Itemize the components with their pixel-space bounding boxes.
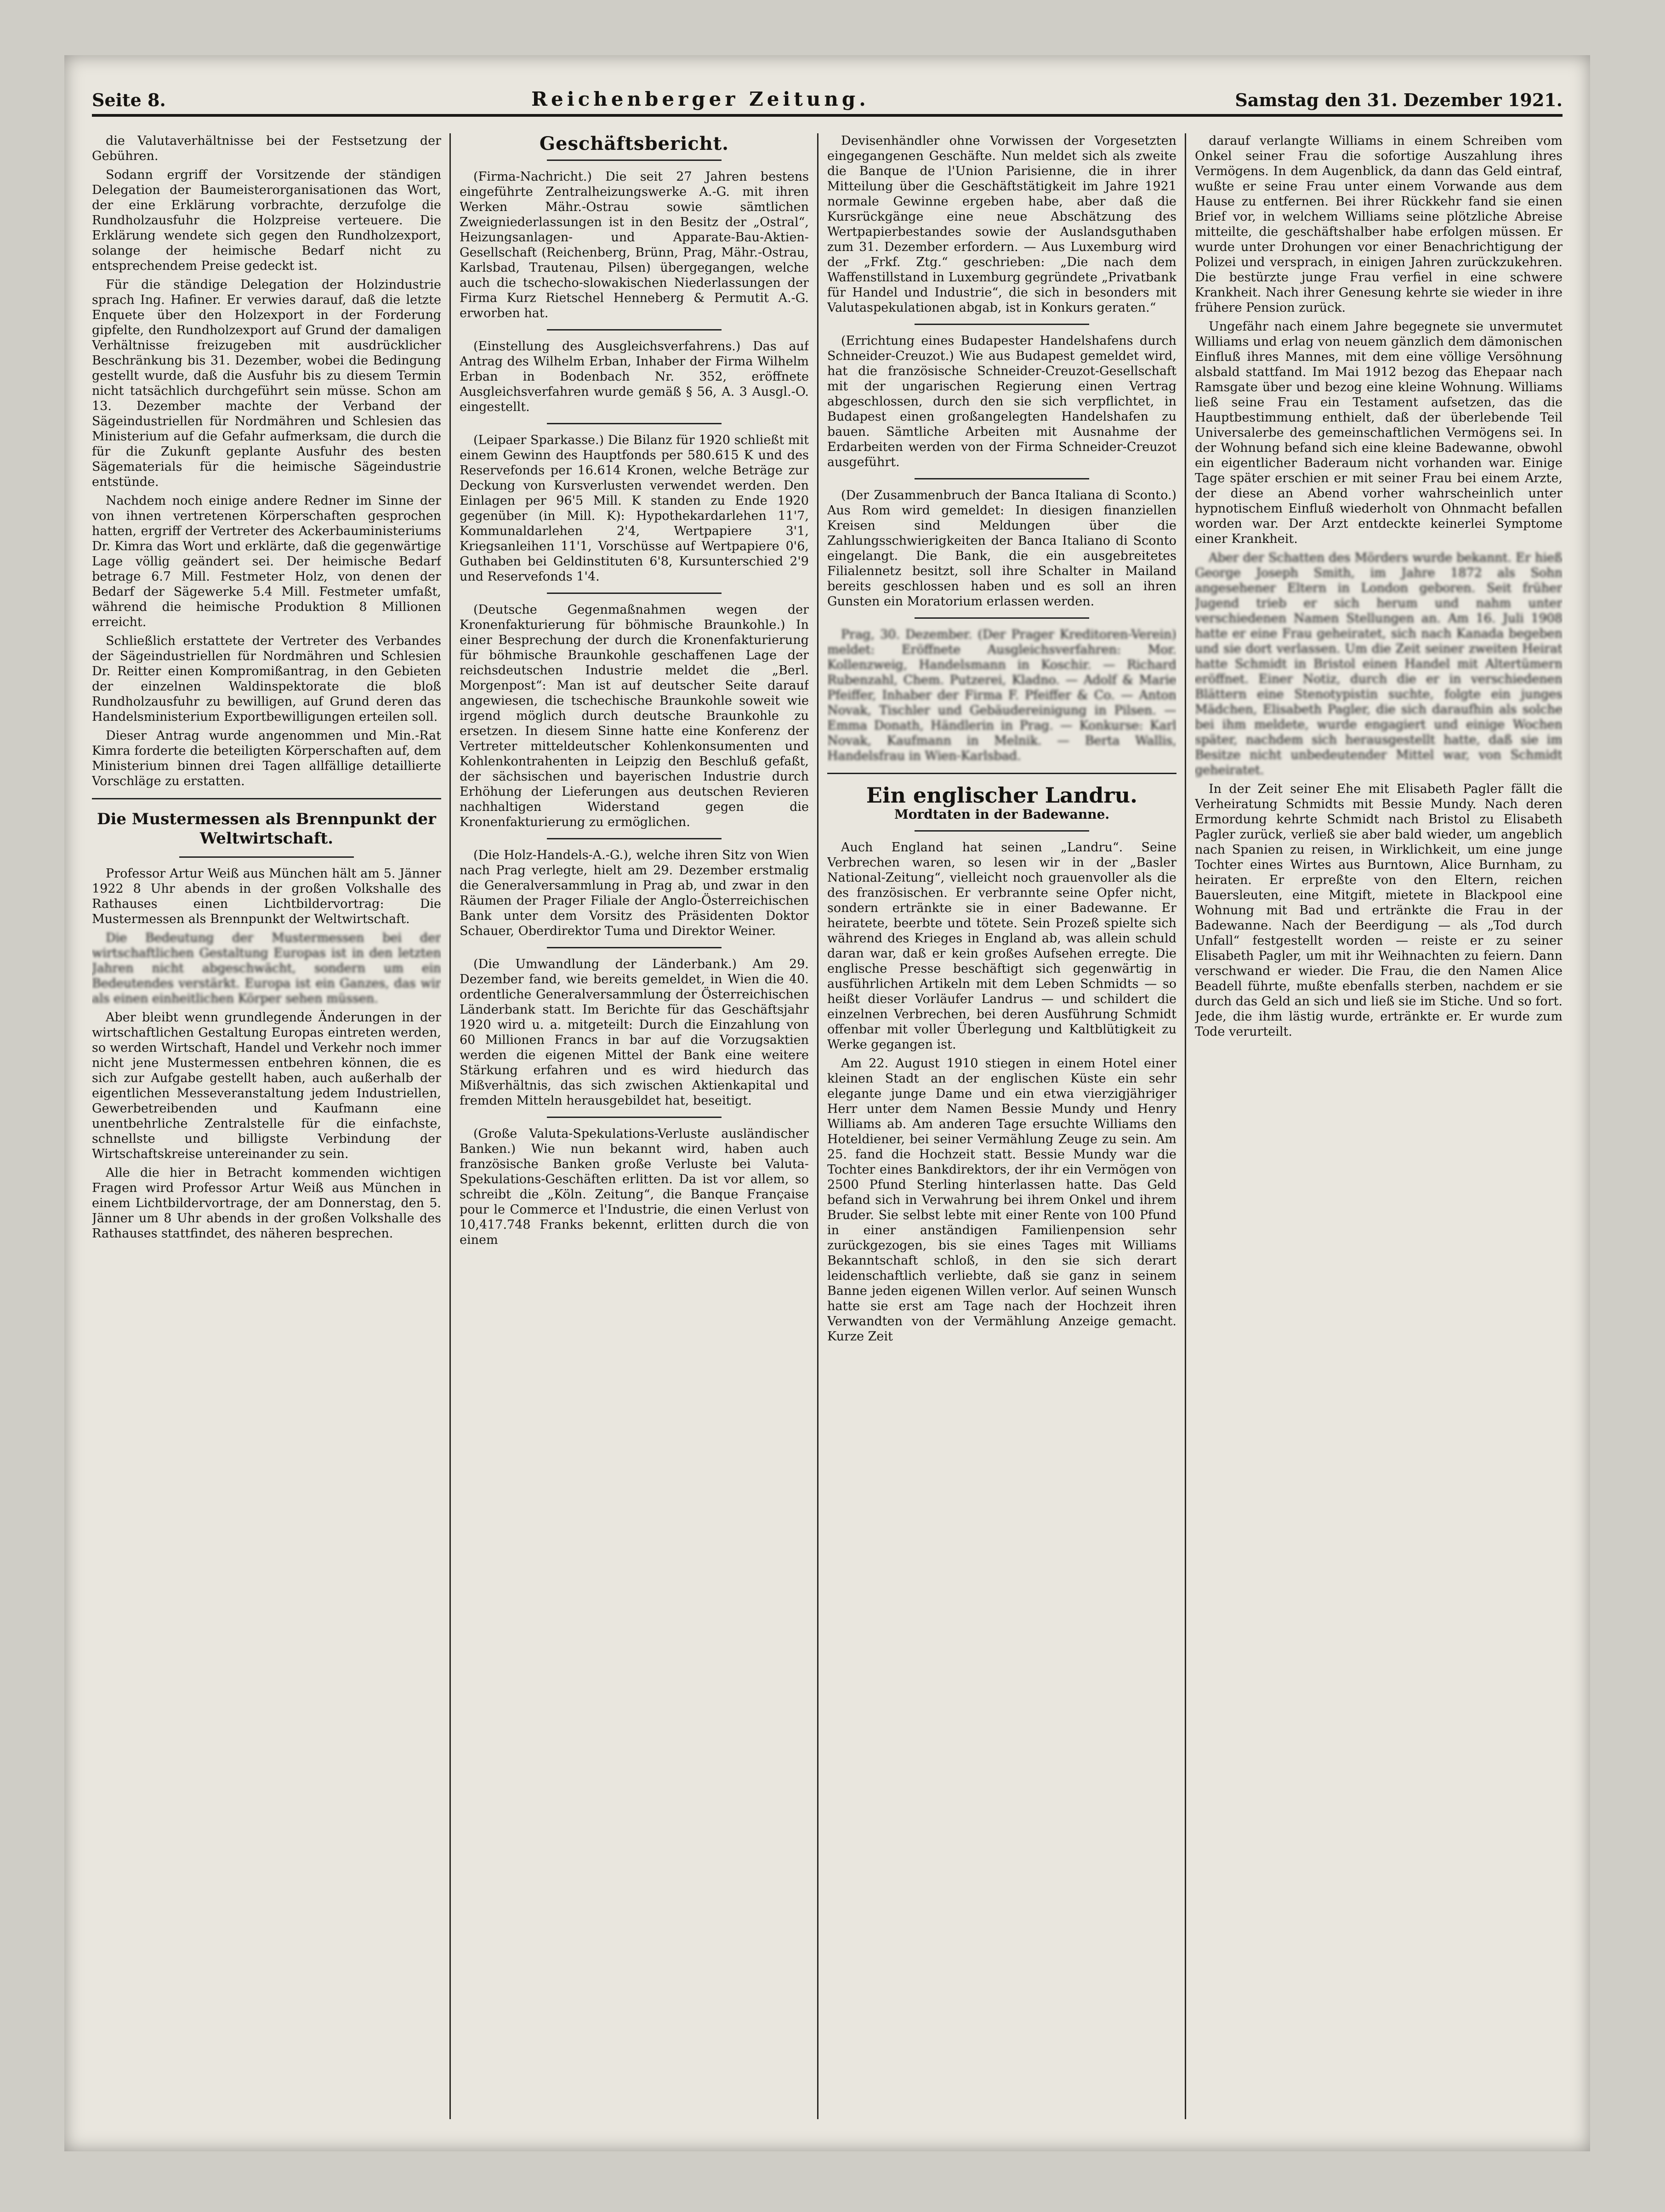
item-rule <box>915 617 1089 619</box>
masthead <box>92 78 1563 110</box>
column-divider <box>817 133 818 2119</box>
news-item: (Einstellung des Ausgleichsverfahrens.) Das auf Antrag des Wilhelm Erban, Inhaber der Firma Wilhelm Erban in Bodenbach Nr. 352, eröffnete Ausgleichsverfahren wurde gemäß § 56, A. 3 Ausgl.-O. eingestellt. <box>460 339 809 414</box>
news-item: Devisenhändler ohne Vorwissen der Vorgesetzten eingegangenen Geschäfte. Nun meldet sich als zweite die Banque de l'Union Parisienne, die in ihrer Mitteilung über die Geschäftstätigkeit im Jahre 1921 normale Gewinne ergeben habe, aber daß die Kursrückgänge eine neue Abschätzung des Wertpapierbestandes sowie der Auslandsguthaben zum 31. Dezember erfordern. — Aus Luxemburg wird der „Frkf. Ztg.“ geschrieben: „Die nach dem Waffenstillstand in Luxemburg gegründete „Privatbank für Handel und Industrie“, die sich in besonders mit Valutaspekulationen abgab, ist in Konkurs geraten.“ <box>827 134 1176 315</box>
newspaper-page <box>64 55 1590 2151</box>
article-paragraph: Professor Artur Weiß aus München hält am 5. Jänner 1922 8 Uhr abends in der großen Volkshalle des Rathauses einen Lichtbildervortrag: Die Mustermessen als Brennpunkt der Weltwirtschaft. <box>92 867 441 926</box>
news-item: (Der Zusammenbruch der Banca Italiana di Sconto.) Aus Rom wird gemeldet: In diesigen finanziellen Kreisen sind Meldungen über die Zahlungsschwierigkeiten der Banca Italiano di Sconto eingelangt. Die Bank, die ein ausgebreitetes Filialennetz besitzt, soll ihre Schalter in Mailand bereits geschlossen haben und es soll an ihren Gunsten ein Moratorium erlassen werden. <box>827 488 1176 609</box>
article-paragraph: darauf verlangte Williams in einem Schreiben vom Onkel seiner Frau die sofortige Auszahlung ihres Vermögens. In dem Augenblick, da dann das Geld eintraf, wußte er seine Frau unter einem Vorwande aus dem Hause zu entfernen. Bei ihrer Rückkehr fand sie einen Brief vor, in welchem Williams seine plötzliche Abreise mitteilte, die geschäftshalber habe erfolgen müssen. Er wurde unter Drohungen vor einer Benachrichtigung der Polizei und versprach, in einigen Jahren zurückzukehren. Die bestürzte junge Frau verfiel in eine schwere Krankheit. Nach ihrer Genesung kehrte sie wieder in ihre frühere Pension zurück. <box>1195 134 1563 315</box>
column-3 <box>827 133 1176 2119</box>
article-paragraph: Am 22. August 1910 stiegen in einem Hotel einer kleinen Stadt an der englischen Küste ein sehr elegante junge Dame und ein etwa vierzigjähriger Herr unter dem Namen Bessie Mundy und Henry Williams ab. Am anderen Tage ersuchte Williams den Hoteldiener, bei seiner Vermählung Zeuge zu sein. Am 25. fand die Hochzeit statt. Bessie Mundy war die Tochter eines Bankdirektors, der ihr ein Vermögen von 2500 Pfund Sterling hinterlassen hatte. Das Geld befand sich in Verwahrung bei ihrem Onkel und ihrem Bruder. Sie selbst lebte mit einer Rente von 100 Pfund in einer anständigen Familienpension sehr zurückgezogen, bis sie eines Tages mit Williams Bekanntschaft schloß, in den sie sich derart leidenschaftlich verliebte, daß sie ganz in seinem Banne jeden eigenen Willen verlor. Auf seinen Wunsch hatte sie erst am Tage nach der Hochzeit ihren Verwandten von der Vermählung Anzeige gemacht. Kurze Zeit <box>827 1056 1176 1344</box>
column-divider <box>449 133 451 2119</box>
item-rule <box>547 838 722 839</box>
column-divider <box>1185 133 1186 2119</box>
article-paragraph: Dieser Antrag wurde angenommen und Min.-Rat Kimra forderte die beteiligten Körperschaften auf, dem Ministerium binnen drei Tagen allfällige detaillierte Vorschläge zu erstatten. <box>92 729 441 788</box>
article-subheadline: Mordtaten in der Badewanne. <box>894 807 1110 822</box>
item-rule <box>547 423 722 424</box>
article-paragraph: Alle die hier in Betracht kommenden wichtigen Fragen wird Professor Artur Weiß aus München in einem Lichtbildervortrage, der am Donnerstag, den 5. Jänner um 8 Uhr abends in der großen Volkshalle des Rathauses stattfindet, des näheren besprechen. <box>92 1166 441 1241</box>
newspaper-title: Reichenberger Zeitung. <box>531 88 869 110</box>
issue-date: Samstag den 31. Dezember 1921. <box>1235 90 1563 110</box>
article-paragraph: In der Zeit seiner Ehe mit Elisabeth Pagler fällt die Verheiratung Schmidts mit Bessie Mundy. Nach deren Ermordung kehrte Schmidt nach Bristol zu Elisabeth Pagler zurück, verließ sie aber bald wieder, um angeblich nach Spanien zu reisen, in Wirklichkeit, um eine junge Tochter eines Wirtes aus Burntown, Alice Burnham, zu heiraten. Er erpreßte von den Eltern, reichen Bauersleuten, eine Mitgift, mietete in Blackpool eine Wohnung mit Bad und ertränkte die Frau in der Badewanne. Nach der Beerdigung — als „Tod durch Unfall“ festgestellt worden — reiste er zu seiner Elisabeth Pagler, um mit ihr Weihnachten zu feiern. Dann verschwand er wieder. Die Frau, die den Namen Alice Beadell führte, mußte ebenfalls sterben, nachdem er sie durch das Geld an sich und ließ sie im Stiche. Und so fort. Jede, die ihm lästig wurde, ertränkte er. Er wurde zum Tode verurteilt. <box>1195 782 1563 1039</box>
column-2 <box>460 133 809 2119</box>
page-number: Seite 8. <box>92 90 166 110</box>
news-item: (Die Holz-Handels-A.-G.), welche ihren Sitz von Wien nach Prag verlegte, hielt am 29. Dezember erstmalig die Generalversammlung in Prag ab, und zwar in den Räumen der Prager Filiale der Anglo-Österreichischen Bank unter dem Vorsitz des Präsidenten Doktor Schauer, Oberdirektor Tuma und Direktor Weiner. <box>460 848 809 938</box>
item-rule <box>915 478 1089 479</box>
article-paragraph: Sodann ergriff der Vorsitzende der ständigen Delegation der Baumeisterorganisationen das Wort, der eine Erklärung vorbrachte, derzufolge die Rundholzausfuhr die Holzpreise verteuere. Die Erklärung wendete sich gegen den Rundholzexport, solange der heimische Bedarf nicht zu entsprechendem Preise gedeckt ist. <box>92 168 441 273</box>
masthead-rule <box>92 114 1563 117</box>
news-item: (Große Valuta-Spekulations-Verluste ausländischer Banken.) Wie nun bekannt wird, haben auch französische Banken große Verluste bei Valuta-Spekulations-Geschäften erlitten. Da ist vor allem, so schreibt die „Köln. Zeitung“, die Banque Française pour le Commerce et l'Industrie, die einen Verlust von 10,417.748 Franks bekennt, erlitten durch die von einem <box>460 1127 809 1247</box>
news-item: (Errichtung eines Budapester Handelshafens durch Schneider-Creuzot.) Wie aus Budapest gemeldet wird, hat die französische Schneider-Creuzot-Gesellschaft mit der ungarischen Regierung einen Vertrag abgeschlossen, durch den sie sich verpflichtet, in Budapest einen großangelegten Handelshafen zu bauen. Sämtliche Arbeiten mit Ausnahme der Erdarbeiten werden von der Firma Schneider-Creuzot ausgeführt. <box>827 334 1176 469</box>
article-paragraph: Nachdem noch einige andere Redner im Sinne der von ihnen vertretenen Körperschaften gesprochen hatten, ergriff der Vertreter des Ackerbauministeriums Dr. Kimra das Wort und erklärte, daß die gegenwärtige Lage völlig geändert sei. Der heimische Bedarf betrage 6.7 Mill. Festmeter Holz, von denen der Bedarf der Sägewerke 5.4 Mill. Festmeter umfaßt, während die heimische Produktion 8 Millionen erreicht. <box>92 494 441 629</box>
news-item: (Deutsche Gegenmaßnahmen wegen der Kronenfakturierung für böhmische Braunkohle.) In einer Besprechung der durch die Kronenfakturierung für böhmische Braunkohle geschaffenen Lage der reichsdeutschen Industrie meldet die „Berl. Morgenpost“: Man ist auf deutscher Seite darauf angewiesen, die tschechische Braunkohle soweit wie irgend möglich durch deutsche Braunkohle zu ersetzen. In diesem Sinne hatte eine Konferenz der Vertreter mitteldeutscher Kohlenkonsumenten und Kohlenkontrahenten in Leipzig den Beschluß gefaßt, der sächsischen und bayerischen Industrie durch Erhöhung der Lieferungen aus deutschen Revieren nachhaltigen Widerstand gegen die Kronenfakturierung zu ermöglichen. <box>460 603 809 829</box>
article-headline: Die Mustermessen als Brennpunkt der Weltwirtschaft. <box>97 810 436 848</box>
headline-rule <box>179 856 354 858</box>
news-item: (Firma-Nachricht.) Die seit 27 Jahren bestens eingeführte Zentralheizungswerke A.-G. mit ihren Werken Mähr.-Ostrau sowie sämtlichen Zweigniederlassungen ist in den Besitz der „Ostral“, Heizungsanlagen- und Apparate-Bau-Aktien-Gesellschaft (Reichenberg, Brünn, Prag, Mähr.-Ostrau, Karlsbad, Trautenau, Pilsen) übergegangen, welche auch die tschecho-slowakischen Niederlassungen der Firma Kurz Rietschel Henneberg & Permutit A.-G. erworben hat. <box>460 170 809 320</box>
article-paragraph: Aber bleibt wenn grundlegende Änderungen in der wirtschaftlichen Gestaltung Europas eintreten werden, so werden Wirtschaft, Handel und Verkehr noch immer nicht jene Mustermessen entbehren können, die es sich zur Aufgabe gestellt haben, auch außerhalb der eigentlichen Messeveranstaltung jedem Industriellen, Gewerbetreibenden und Kaufmann eine unentbehrliche Zentralstelle für die einfachste, schnellste und billigste Verbindung der Wirtschaftskreise untereinander zu sein. <box>92 1010 441 1161</box>
article-paragraph: Aber der Schatten des Mörders wurde bekannt. Er hieß George Joseph Smith, im Jahre 1872 als Sohn angesehener Eltern in London geboren. Seit früher Jugend trieb er sich herum und nahm unter verschiedenen Namen Stellungen an. Am 16. Juli 1908 hatte er eine Frau geheiratet, sich nach Kanada begeben und sie dort verlassen. Um die Zeit seiner zweiten Heirat hatte Schmidt in Bristol einen Handel mit Altertümern eröffnet. Einer Notiz, durch die er in verschiedenen Blättern eine Stenotypistin suchte, folgte ein junges Mädchen, Elisabeth Pagler, die sich daraufhin als solche bei ihm meldete, wurde engagiert und einige Wochen später, nachdem sich herausgestellt hatte, daß sie im Besitze nicht unbedeutender Mittel war, von Schmidt geheiratet. <box>1195 551 1563 777</box>
section-rule <box>547 160 722 161</box>
article-paragraph: Für die ständige Delegation der Holzindustrie sprach Ing. Hafiner. Er verwies darauf, daß die letzte Enquete über den Holzexport in der Forderung gipfelte, den Rundholzexport auf Grund der damaligen Verhältnisse freizugeben mit ausdrücklicher Beschränkung bis 31. Dezember, wobei die Bedingung gestellt wurde, daß die Ausfuhr bis zu diesem Termin nicht tatsächlich durchgeführt sein müsse. Schon am 13. Dezember machte der Verband der Sägeindustriellen für Nordmähren und Schlesien das Ministerium auf die Gefahr aufmerksam, die durch die für die Zukunft geplante Ausfuhr des besten Sägematerials für die heimische Sägeindustrie entstünde. <box>92 278 441 489</box>
section-divider <box>827 773 1176 774</box>
news-item: Prag, 30. Dezember. (Der Prager Kreditoren-Verein) meldet: Eröffnete Ausgleichsverfahren: Mor. Kollenzweig, Handelsmann in Koschir. — Richard Rubenzahl, Chem. Putzerei, Kladno. — Adolf & Marie Pfeiffer, Inhaber der Firma F. Pfeiffer & Co. — Anton Novak, Tischler und Gebäudereinigung in Pilsen. — Emma Donath, Händlerin in Prag. — Konkurse: Karl Novak, Kaufmann in Melnik. — Berta Wallis, Handelsfrau in Wien-Karlsbad. <box>827 627 1176 763</box>
item-rule <box>915 324 1089 325</box>
article-paragraph: Ungefähr nach einem Jahre begegnete sie unvermutet Williams und erlag von neuem gänzlich dem dämonischen Einfluß ihres Mannes, mit dem eine völlige Versöhnung alsbald stattfand. Im Mai 1912 bezog das Ehepaar nach Ramsgate über und bezog eine kleine Wohnung. Williams ließ seine Frau ein Testament aufsetzen, das die Hauptbestimmung enthielt, daß der überlebende Teil Universalerbe des gemeinschaftlichen Vermögens sei. In der Wohnung befand sich eine kleine Badewanne, obwohl ein eigentlicher Baderaum nicht vorhanden war. Einige Tage später erschien er mit seiner Frau bei einem Arzte, der diese an Abend vorher wahrscheinlich unter hypnotischem Einfluß wiederholt von Ohnmacht befallen worden war. Der Arzt entdeckte keinerlei Symptome einer Krankheit. <box>1195 319 1563 546</box>
column-1 <box>92 133 441 2119</box>
item-rule <box>547 329 722 331</box>
section-title: Geschäftsbericht. <box>539 133 729 154</box>
article-paragraph: Schließlich erstattete der Vertreter des Verbandes der Sägeindustriellen für Nordmähren und Schlesien Dr. Reitter einen Kompromißantrag, in den Gebieten der einzelnen Waldinspektorate die bloß Rundholzausfuhr zu bewilligen, auf Grund deren das Handelsministerium Exportbewilligungen erteilen soll. <box>92 634 441 724</box>
news-item: (Die Umwandlung der Länderbank.) Am 29. Dezember fand, wie bereits gemeldet, in Wien die 40. ordentliche Generalversammlung der Österreichischen Länderbank statt. Im Berichte für das Geschäftsjahr 1920 wird u. a. mitgeteilt: Durch die Einzahlung von 60 Millionen Francs in bar auf die Vorzugsaktien werden die eigenen Mittel der Bank eine weitere Stärkung erfahren und es wird hiedurch das Mißverhältnis, das sich zwischen Aktienkapital und fremden Mitteln herausgebildet hat, beseitigt. <box>460 957 809 1108</box>
item-rule <box>547 947 722 948</box>
item-rule <box>547 1117 722 1118</box>
article-paragraph: Auch England hat seinen „Landru“. Seine Verbrechen waren, so lesen wir in der „Basler National-Zeitung“, vielleicht noch grauenvoller als die des französischen. Er verbrannte seine Opfer nicht, sondern ertränkte sie in einer Badewanne. Er heiratete, beerbte und tötete. Sein Prozeß spielte sich während des Krieges in England ab, was allein schuld daran war, daß er kein großes Aufsehen erregte. Die englische Presse beschäftigt sich gegenwärtig in ausführlichen Artikeln mit dem Leben Schmidts — so heißt dieser Vorläufer Landrus — und schildert die einzelnen Verbrechen, bei deren Ausführung Schmidt offenbar mit voller Überlegung und Kaltblütigkeit zu Werke gegangen ist. <box>827 840 1176 1052</box>
column-4 <box>1195 133 1563 2119</box>
article-paragraph: die Valutaverhältnisse bei der Festsetzung der Gebühren. <box>92 134 441 163</box>
article-headline: Ein englischer Landru. <box>866 783 1138 808</box>
section-divider <box>92 798 441 799</box>
article-paragraph: Die Bedeutung der Mustermessen bei der wirtschaftlichen Gestaltung Europas ist in den letzten Jahren nicht abgeschwächt, sondern um ein Bedeutendes verstärkt. Europa ist ein Ganzes, das wir als einen einheitlichen Körper sehen müssen. <box>92 931 441 1006</box>
item-rule <box>547 593 722 594</box>
news-item: (Leipaer Sparkasse.) Die Bilanz für 1920 schließt mit einem Gewinn des Hauptfonds per 580.615 K und des Reservefonds per 16.614 Kronen, welche Beträge zur Deckung von Kursverlusten verwendet werden. Den Einlagen per 96'5 Mill. K standen zu Ende 1920 gegenüber (in Mill. K): Hypothekardarlehen 11'7, Kommunaldarlehen 2'4, Wertpapiere 3'1, Kriegsanleihen 11'1, Vorschüsse auf Wertpapiere 0'6, Guthaben bei Geldinstituten 6'8, Kursunterschied 2'9 und Reservefonds 1'4. <box>460 433 809 584</box>
headline-rule <box>915 830 1089 832</box>
